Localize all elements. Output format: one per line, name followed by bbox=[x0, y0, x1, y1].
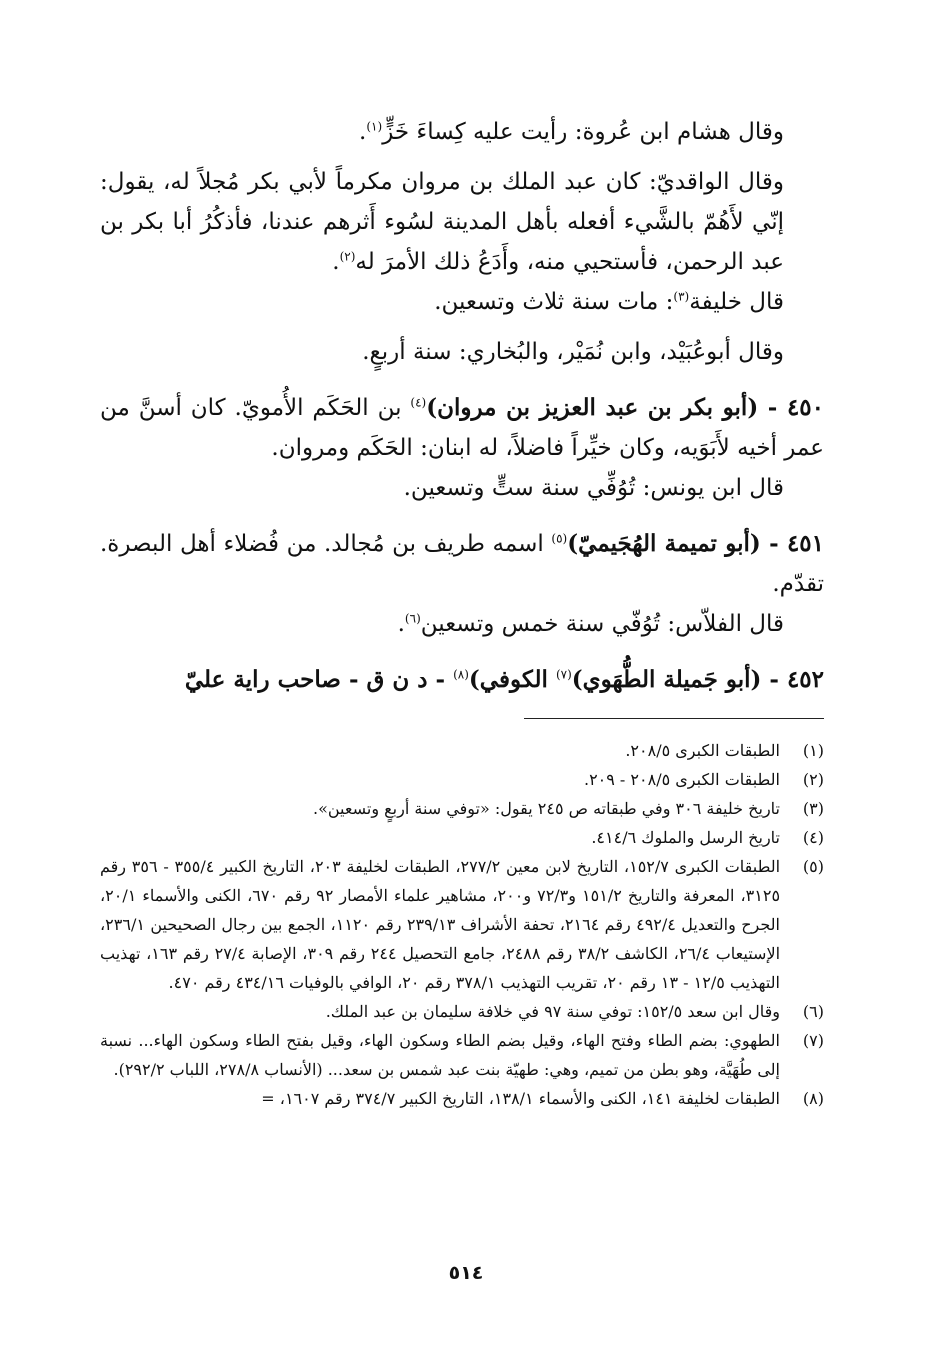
footnote-marker: (٧) bbox=[555, 667, 572, 682]
entry-452 bbox=[100, 660, 824, 700]
entry-heading: ٤٥١ - (أبو تميمة الهُجَيميّ) bbox=[567, 530, 824, 557]
paragraph-text: وقال هشام ابن عُروة: رأيت عليه كِساءَ خَزٍّ bbox=[382, 119, 784, 145]
footnote-number: (٦) bbox=[802, 1002, 824, 1021]
footnote-marker: (٨) bbox=[453, 667, 469, 682]
footnote-text: تاريخ خليفة ٣٠٦ وفي طبقاته ص ٢٤٥ يقول: «توفي سنة أربعٍ وتسعين». bbox=[313, 799, 780, 818]
footnote-1 bbox=[100, 736, 824, 765]
footnote-number: (٨) bbox=[802, 1089, 824, 1108]
paragraph-hisham bbox=[100, 112, 824, 152]
footnote-5 bbox=[100, 852, 824, 997]
paragraph-end: . bbox=[332, 249, 340, 275]
footnote-number: (٣) bbox=[802, 799, 824, 818]
entry-body: - د ن ق - صاحب راية عليّ bbox=[184, 666, 454, 693]
footnote-text: الطبقات الكبرى ١٥٢/٧، التاريخ لابن معين ٢٧٧/٢، الطبقات لخليفة ٢٠٣، التاريخ الكبير ٣٥٥/٤ - ٣٥٦ رقم ٣١٢٥، المعرفة والتاريخ ١٥١/٢ و٧٢/٣ و٢٠٠، مشاهير علماء الأمصار ٩٢ رقم ٦٧٠، الكنى والأسماء ٢٠/١، الجرح والتعديل ٤٩٢/٤ رقم ٢١٦٤، تحفة الأشراف ٢٣٩/١٣ رقم ١١٢٠، الجمع بين رجال الصحيحين ٢٣٦/١، الإستيعاب ٢٦/٤، الكاشف ٣٨/٢ رقم ٢٤٨٨، جامع التحصيل ٢٤٤ رقم ٣٠٩، الإصابة ٢٧/٤ رقم ١٦٣، تهذيب التهذيب ١٢/٥ - ١٣ رقم ٢٠، تقريب التهذيب ٣٧٨/١ رقم ٢٠، الوافي بالوفيات ٤٣٤/١٦ رقم ٤٧٠. bbox=[100, 857, 781, 992]
page-number: ٥١٤ bbox=[448, 1262, 484, 1284]
footnote-3 bbox=[100, 794, 824, 823]
footnote-marker: (١) bbox=[366, 119, 383, 134]
footnote-text: الطبقات الكبرى ٢٠٨/٥ - ٢٠٩. bbox=[583, 770, 780, 789]
paragraph-text: قال الفلاّس: تُوُفّي سنة خمس وتسعين bbox=[420, 611, 784, 637]
footnote-text: وقال ابن سعد ١٥٢/٥: توفي سنة ٩٧ في خلافة سليمان بن عبد الملك. bbox=[325, 1002, 780, 1021]
footnote-marker: (٣) bbox=[673, 289, 690, 304]
paragraph-khalifa bbox=[100, 282, 824, 322]
entry-heading-cont: الكوفي) bbox=[468, 666, 556, 693]
footnote-number: (٤) bbox=[802, 828, 824, 847]
footnote-2 bbox=[100, 765, 824, 794]
footnote-8 bbox=[100, 1084, 824, 1113]
footnote-marker: (٢) bbox=[339, 249, 356, 264]
paragraph-text: قال خليفة bbox=[689, 289, 784, 315]
footnote-number: (٥) bbox=[802, 857, 824, 876]
entry-heading: ٤٥٢ - (أبو جَميلة الطُّهَوي) bbox=[571, 666, 824, 693]
footnote-marker: (٥) bbox=[551, 531, 568, 546]
paragraph-text: وقال أبوعُبَيْد، وابن نُمَيْر، والبُخاري: سنة أربعٍ. bbox=[362, 339, 784, 365]
paragraph-text: وقال الواقديّ: كان عبد الملك بن مروان مكرماً لأبي بكر مُجلاً له، يقول: إنّي لأَهُمّ بالشَّيء أفعله بأهل المدينة لسُوء أَثرهم عندنا، فأذكُرُ أبا بكر بن عبد الرحمن، فأستحيي منه، وأَدَعُ ذلك الأمرَ له bbox=[100, 169, 784, 275]
footnote-6 bbox=[100, 997, 824, 1026]
paragraph-text: : مات سنة ثلاث وتسعين. bbox=[434, 289, 674, 315]
footnote-number: (٢) bbox=[802, 770, 824, 789]
entry-body: اسمه طريف بن مُجالد. من فُضلاء أهل البصرة. تقدّم. bbox=[100, 531, 824, 597]
footnote-text: الطهوي: بضم الطاء وفتح الهاء، وقيل بضم الطاء وسكون الهاء، وقيل بفتح الطاء وسكون الهاء... نسبة إلى طُهَيَّة، وهو بطن من تميم، وهي: طهيّة بنت عبد شمس بن سعد... (الأنساب ٢٧٨/٨، اللباب ٢٩٢/٢). bbox=[100, 1031, 780, 1079]
paragraph-abu-ubayd bbox=[100, 332, 824, 372]
footnote-4 bbox=[100, 823, 824, 852]
footnote-7 bbox=[100, 1026, 824, 1084]
paragraph-end: . bbox=[359, 119, 367, 145]
entry-450 bbox=[100, 388, 824, 468]
main-text bbox=[100, 112, 824, 700]
footnote-number: (٧) bbox=[802, 1031, 824, 1050]
footnote-text: تاريخ الرسل والملوك ٤١٤/٦. bbox=[591, 828, 780, 847]
footnote-text: الطبقات الكبرى ٢٠٨/٥. bbox=[625, 741, 780, 760]
footnote-divider bbox=[524, 718, 824, 719]
paragraph-waqidi bbox=[100, 162, 824, 282]
entry-451-death bbox=[100, 604, 824, 644]
footnote-text: الطبقات لخليفة ١٤١، الكنى والأسماء ١٣٨/١، التاريخ الكبير ٣٧٤/٧ رقم ١٦٠٧، = bbox=[261, 1089, 780, 1108]
paragraph-end: . bbox=[397, 611, 405, 637]
entry-450-death bbox=[100, 468, 824, 508]
paragraph-text: قال ابن يونس: تُوُفِّي سنة ستٍّ وتسعين. bbox=[403, 475, 784, 501]
entry-body: بن الحَكَم الأُمويّ. كان أسنَّ من عمر أخيه لأَبَوَيه، وكان خيِّراً فاضلاً، له ابنان: الحَكَم ومروان. bbox=[100, 395, 824, 461]
footnotes bbox=[100, 736, 824, 1113]
entry-451 bbox=[100, 524, 824, 604]
footnote-marker: (٦) bbox=[404, 611, 421, 626]
entry-heading: ٤٥٠ - (أبو بكر بن عبد العزيز بن مروان) bbox=[426, 394, 824, 421]
footnote-marker: (٤) bbox=[410, 395, 427, 410]
footnote-number: (١) bbox=[802, 741, 824, 760]
